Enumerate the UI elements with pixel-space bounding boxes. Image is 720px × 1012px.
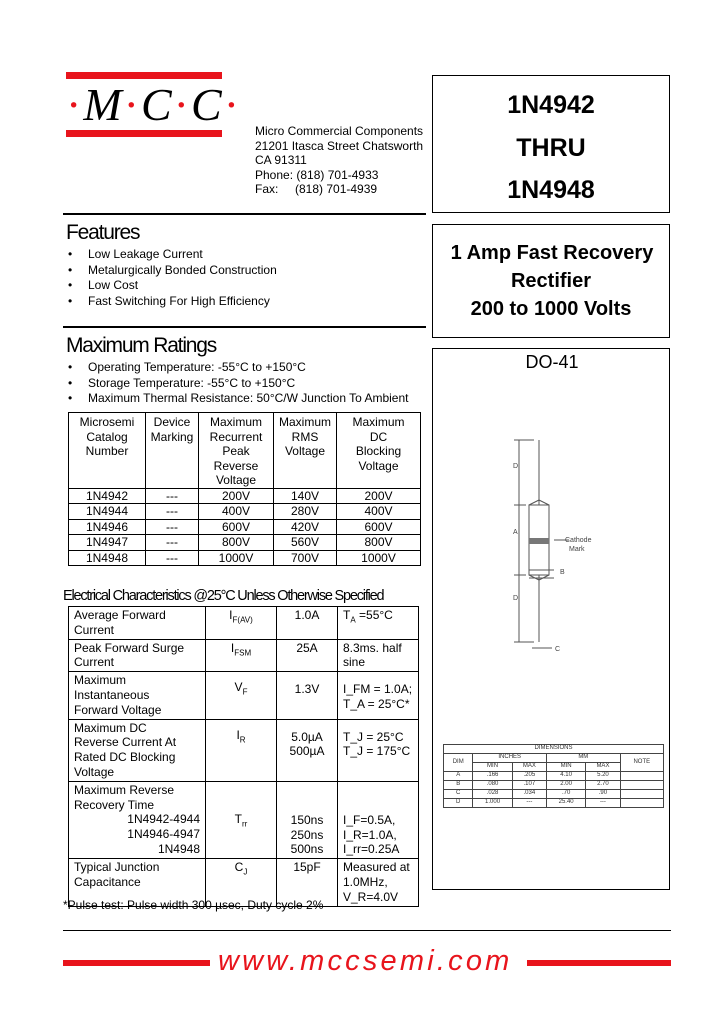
company-city: CA 91311	[255, 153, 307, 167]
features-rule	[63, 213, 426, 215]
dims-cell: .205	[512, 772, 546, 781]
do41-package-drawing	[434, 380, 670, 680]
table-row	[69, 489, 421, 504]
table-cell: ---	[146, 519, 199, 534]
col-rms: Maximum RMS Voltage	[274, 413, 337, 489]
dims-cell: .034	[512, 790, 546, 799]
company-fax: Fax: (818) 701-4939	[255, 182, 378, 196]
logo-top-bar	[66, 72, 222, 79]
mcc-logo: ·M·C·C·	[66, 79, 242, 130]
dims-row	[444, 772, 664, 781]
company-name: Micro Commercial Components	[255, 124, 424, 138]
dims-cell: D	[444, 799, 473, 808]
description-line1: 1 Amp Fast Recovery	[450, 242, 654, 264]
ratings-list	[66, 360, 408, 407]
list-item: • Maximum Thermal Resistance: 50°C/W Junction To Ambient	[66, 391, 408, 407]
dims-header-mm: MM	[547, 754, 621, 763]
param-cell: Maximum DC Reverse Current At Rated DC Blocking Voltage	[69, 719, 206, 781]
table-cell: 400V	[337, 504, 421, 519]
list-item: • Low Leakage Current	[66, 247, 277, 263]
footer-bar-right	[527, 960, 671, 966]
table-row	[69, 504, 421, 519]
table-cell: 800V	[337, 535, 421, 550]
company-phone: Phone: (818) 701-4933	[255, 167, 379, 182]
symbol-cell: $I_{F(AV)}$	[206, 607, 277, 640]
dims-header-max: MAX	[512, 763, 546, 772]
table-cell: ---	[146, 504, 199, 519]
part-number-line3: 1N4948	[507, 176, 595, 204]
dims-header-min: MIN	[547, 763, 586, 772]
table-cell: 600V	[337, 519, 421, 534]
param-cell: Maximum Reverse Recovery Time 1N4942-4944 1N4946-4947 1N4948	[69, 781, 206, 858]
value-cell: 1.0A	[277, 607, 338, 640]
col-marking: Device Marking	[146, 413, 199, 489]
dims-cell: A	[444, 772, 473, 781]
table-cell: 800V	[199, 535, 274, 550]
table-cell: ---	[146, 550, 199, 565]
table-row	[69, 535, 421, 550]
company-address	[255, 124, 423, 197]
dims-header-note: NOTE	[620, 754, 663, 772]
dims-cell	[620, 790, 663, 799]
dims-cell: ---	[586, 799, 620, 808]
electrical-title: Electrical Characteristics @25°C Unless Otherwise Specified	[63, 588, 384, 604]
table-cell: 600V	[199, 519, 274, 534]
condition-cell: $T_A =55^\circ C$	[338, 607, 419, 640]
package-name: DO-41	[525, 352, 579, 372]
label-d-top: D	[513, 463, 519, 470]
table-cell: 1N4948	[69, 550, 146, 565]
list-item: • Low Cost	[66, 278, 277, 294]
table-row	[69, 519, 421, 534]
table-row	[69, 719, 419, 781]
dims-row	[444, 790, 664, 799]
table-cell: 1N4942	[69, 489, 146, 504]
dims-cell: ---	[512, 799, 546, 808]
col-dc-blocking: Maximum DC Blocking Voltage	[337, 413, 421, 489]
condition-cell: I_F=0.5A, I_R=1.0A, I_rr=0.25A	[338, 781, 419, 858]
table-cell: 280V	[274, 504, 337, 519]
table-cell: 700V	[274, 550, 337, 565]
dims-cell: 4.10	[547, 772, 586, 781]
table-cell: 200V	[199, 489, 274, 504]
param-cell: Maximum Instantaneous Forward Voltage	[69, 672, 206, 719]
table-cell: 420V	[274, 519, 337, 534]
pulse-test-footnote: *Pulse test: Pulse width 300 µsec, Duty cycle 2%	[63, 898, 324, 912]
value-cell: 1.3V	[277, 672, 338, 719]
dims-row	[444, 781, 664, 790]
table-cell: 560V	[274, 535, 337, 550]
label-b: B	[560, 569, 565, 576]
condition-cell: Measured at 1.0MHz, V_R=4.0V	[338, 859, 419, 906]
dims-cell	[620, 781, 663, 790]
dims-cell: .080	[473, 781, 512, 790]
symbol-cell: $C_J$	[206, 859, 277, 906]
label-cathode: Cathode	[565, 537, 592, 544]
table-cell: 1N4946	[69, 519, 146, 534]
dims-cell: .107	[512, 781, 546, 790]
condition-cell: I_FM = 1.0A; T_A = 25°C*	[338, 672, 419, 719]
dims-row	[444, 799, 664, 808]
table-row	[69, 550, 421, 565]
dims-cell: 25.40	[547, 799, 586, 808]
features-title: Features	[66, 221, 140, 244]
dims-cell: .166	[473, 772, 512, 781]
value-cell: 25A	[277, 639, 338, 672]
dims-cell: 1.000	[473, 799, 512, 808]
dims-cell: 2.70	[586, 781, 620, 790]
dims-header-inches: INCHES	[473, 754, 547, 763]
dims-cell: .028	[473, 790, 512, 799]
list-item: • Operating Temperature: -55°C to +150°C	[66, 360, 408, 376]
part-number-line2: THRU	[516, 134, 586, 162]
table-row	[69, 672, 419, 719]
label-d-bottom: D	[513, 595, 519, 602]
dimensions-table	[443, 744, 664, 808]
list-item: • Metalurgically Bonded Construction	[66, 263, 277, 279]
cathode-band	[529, 538, 549, 544]
footer-rule	[63, 930, 671, 931]
table-cell: ---	[146, 535, 199, 550]
part-number-line1: 1N4942	[507, 91, 595, 119]
table-row	[69, 607, 419, 640]
dims-cell: B	[444, 781, 473, 790]
dims-cell: 2.00	[547, 781, 586, 790]
condition-cell: T_J = 25°C T_J = 175°C	[338, 719, 419, 781]
table-cell: 200V	[337, 489, 421, 504]
logo-bottom-bar	[66, 130, 222, 137]
dims-cell	[620, 772, 663, 781]
value-cell: 150ns 250ns 500ns	[277, 781, 338, 858]
ratings-table	[68, 412, 421, 566]
table-cell: ---	[146, 489, 199, 504]
symbol-cell: $I_R$	[206, 719, 277, 781]
table-cell: 1000V	[337, 550, 421, 565]
dims-cell: .90	[586, 790, 620, 799]
col-peak-reverse: Maximum Recurrent Peak Reverse Voltage	[199, 413, 274, 489]
symbol-cell: $V_F$	[206, 672, 277, 719]
label-a: A	[513, 529, 518, 536]
symbol-cell: $T_{rr}$	[206, 781, 277, 858]
features-list	[66, 247, 277, 309]
param-cell: Typical Junction Capacitance	[69, 859, 206, 906]
dims-title: DIMENSIONS	[444, 745, 664, 754]
dims-header-max: MAX	[586, 763, 620, 772]
list-item: • Storage Temperature: -55°C to +150°C	[66, 376, 408, 392]
description-line2: Rectifier	[510, 270, 592, 292]
dims-header-min: MIN	[473, 763, 512, 772]
footer-bar-left	[63, 960, 210, 966]
table-row	[69, 639, 419, 672]
table-cell: 400V	[199, 504, 274, 519]
table-row	[69, 781, 419, 858]
symbol-cell: $I_{FSM}$	[206, 639, 277, 672]
table-cell: 140V	[274, 489, 337, 504]
dims-cell	[620, 799, 663, 808]
table-cell: 1N4944	[69, 504, 146, 519]
electrical-table	[68, 606, 419, 907]
table-cell: 1N4947	[69, 535, 146, 550]
value-cell: 15pF	[277, 859, 338, 906]
col-catalog: Microsemi Catalog Number	[69, 413, 146, 489]
company-street: 21201 Itasca Street Chatsworth	[255, 138, 424, 153]
dims-cell: 5.20	[586, 772, 620, 781]
table-cell: 1000V	[199, 550, 274, 565]
dims-cell: .70	[547, 790, 586, 799]
ratings-title: Maximum Ratings	[66, 334, 217, 357]
label-mark: Mark	[569, 546, 585, 553]
param-cell: Peak Forward Surge Current	[69, 639, 206, 672]
param-cell: Average Forward Current	[69, 607, 206, 640]
list-item: • Fast Switching For High Efficiency	[66, 294, 277, 310]
website-link[interactable]: www.mccsemi.com	[218, 945, 513, 977]
description-line3: 200 to 1000 Volts	[470, 298, 632, 320]
value-cell: 5.0µA 500µA	[277, 719, 338, 781]
dims-header-dim: DIM	[444, 754, 473, 772]
condition-cell: 8.3ms. half sine	[338, 639, 419, 672]
ratings-rule	[63, 326, 426, 328]
dims-cell: C	[444, 790, 473, 799]
label-c: C	[555, 646, 561, 653]
